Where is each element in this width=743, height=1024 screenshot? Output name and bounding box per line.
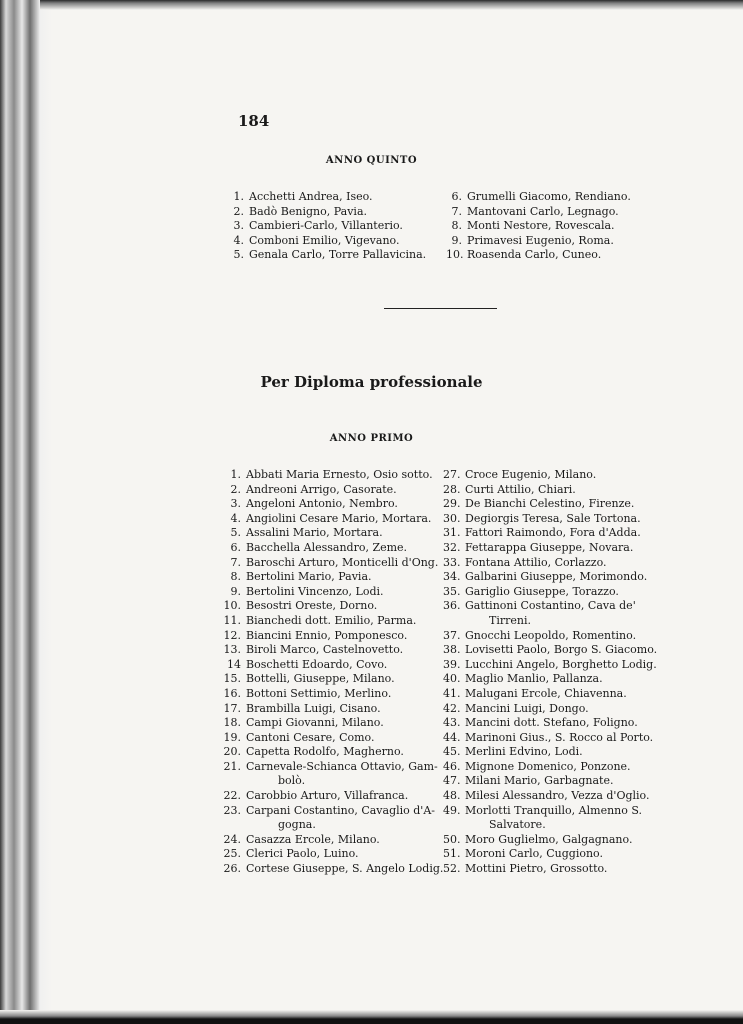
entry-number: 4. — [233, 233, 244, 247]
entry-name: Moro Guglielmo, Galgagnano. — [465, 832, 633, 846]
entry-name: Angeloni Antonio, Nembro. — [246, 497, 398, 511]
entry-number: 14 — [227, 657, 241, 671]
entry-number: 7. — [230, 555, 241, 569]
entry-number: 51. — [443, 847, 461, 861]
anno-quinto-left-column — [232, 190, 426, 263]
list-item — [443, 774, 657, 789]
entry-number: 50. — [443, 832, 461, 846]
anno-quinto-right-column — [446, 190, 631, 263]
entry-name: Fettarappa Giuseppe, Novara. — [465, 540, 634, 554]
entry-name: Malugani Ercole, Chiavenna. — [465, 686, 627, 700]
entry-number: 21. — [223, 759, 241, 773]
entry-name: Curti Attilio, Chiari. — [465, 482, 576, 496]
list-item — [443, 629, 657, 644]
list-item — [446, 190, 631, 205]
entry-number: 2. — [233, 204, 244, 218]
list-item — [222, 789, 443, 804]
entry-number: 32. — [443, 540, 461, 554]
list-item — [222, 570, 443, 585]
entry-name: Milani Mario, Garbagnate. — [465, 774, 614, 788]
list-item — [222, 687, 443, 702]
section-divider — [384, 308, 497, 309]
list-item — [222, 468, 443, 483]
entry-name: Bottoni Settimio, Merlino. — [246, 686, 392, 700]
entry-name: Besostri Oreste, Dorno. — [246, 599, 378, 613]
list-item — [443, 760, 657, 775]
entry-number: 46. — [443, 759, 461, 773]
entry-name: Marinoni Gius., S. Rocco al Porto. — [465, 730, 654, 744]
list-item — [446, 234, 631, 249]
entry-name: Milesi Alessandro, Vezza d'Oglio. — [465, 789, 650, 803]
entry-number: 31. — [443, 526, 461, 540]
entry-name: Gnocchi Leopoldo, Romentino. — [465, 628, 637, 642]
section-title: Per Diploma professionale — [260, 373, 483, 391]
list-item — [222, 658, 443, 673]
list-item — [443, 599, 657, 614]
entry-name: Comboni Emilio, Vigevano. — [249, 233, 400, 247]
list-item — [222, 643, 443, 658]
entry-name: Monti Nestore, Rovescala. — [467, 219, 615, 233]
entry-number: 8. — [451, 219, 462, 233]
list-item — [443, 541, 657, 556]
entry-name: Biroli Marco, Castelnovetto. — [246, 643, 404, 657]
page-number: 184 — [238, 112, 270, 130]
list-item — [443, 512, 657, 527]
entry-number: 33. — [443, 555, 461, 569]
entry-name: Cortese Giuseppe, S. Angelo Lodig. — [246, 862, 444, 876]
entry-name: Maglio Manlio, Pallanza. — [465, 672, 603, 686]
entry-name: Capetta Rodolfo, Magherno. — [246, 745, 404, 759]
entry-number: 13. — [223, 643, 241, 657]
entry-name: Cambieri-Carlo, Villanterio. — [249, 219, 403, 233]
entry-name: Bacchella Alessandro, Zeme. — [246, 540, 408, 554]
list-item — [222, 833, 443, 848]
list-item — [232, 190, 426, 205]
list-item — [222, 483, 443, 498]
list-item — [446, 205, 631, 220]
entry-number: 52. — [443, 862, 461, 876]
entry-name: Casazza Ercole, Milano. — [246, 832, 380, 846]
entry-number: 47. — [443, 774, 461, 788]
list-item — [222, 745, 443, 760]
entry-number: 5. — [233, 248, 244, 262]
entry-number: 28. — [443, 482, 461, 496]
entry-name: Biancini Ennio, Pomponesco. — [246, 628, 408, 642]
list-item — [222, 847, 443, 862]
list-item — [443, 483, 657, 498]
entry-number: 6. — [451, 190, 462, 203]
entry-number: 42. — [443, 701, 461, 715]
entry-number: 17. — [223, 701, 241, 715]
list-item — [443, 847, 657, 862]
entry-number: 27. — [443, 468, 461, 481]
entry-name: Assalini Mario, Mortara. — [246, 526, 383, 540]
entry-name: Badò Benigno, Pavia. — [249, 204, 367, 218]
entry-number: 40. — [443, 672, 461, 686]
list-item — [443, 789, 657, 804]
list-item — [222, 731, 443, 746]
list-item — [222, 862, 443, 877]
list-item — [443, 658, 657, 673]
entry-name: Carpani Costantino, Cavaglio d'A- — [246, 803, 435, 817]
entry-number: 3. — [230, 497, 241, 511]
entry-name: Clerici Paolo, Luino. — [246, 847, 359, 861]
entry-number: 12. — [223, 628, 241, 642]
entry-continuation: Tirreni. — [489, 613, 531, 627]
entry-name: Cantoni Cesare, Como. — [246, 730, 375, 744]
entry-number: 7. — [451, 204, 462, 218]
entry-name: Brambilla Luigi, Cisano. — [246, 701, 381, 715]
entry-name: Galbarini Giuseppe, Morimondo. — [465, 570, 648, 584]
entry-number: 8. — [230, 570, 241, 584]
entry-number: 10. — [446, 248, 464, 262]
entry-number: 48. — [443, 789, 461, 803]
entry-name: Gariglio Giuseppe, Torazzo. — [465, 584, 619, 598]
entry-name: Carnevale-Schianca Ottavio, Gam- — [246, 759, 438, 773]
list-item — [443, 731, 657, 746]
entry-number: 49. — [443, 803, 461, 817]
entry-number: 19. — [223, 730, 241, 744]
entry-continuation: Salvatore. — [489, 818, 546, 832]
entry-number: 38. — [443, 643, 461, 657]
entry-number: 9. — [451, 233, 462, 247]
list-item — [443, 804, 657, 819]
list-item — [222, 629, 443, 644]
entry-name: Andreoni Arrigo, Casorate. — [246, 482, 397, 496]
list-item — [446, 219, 631, 234]
entry-number: 1. — [233, 190, 244, 203]
entry-name: Roasenda Carlo, Cuneo. — [467, 248, 602, 262]
entry-name: Mignone Domenico, Ponzone. — [465, 759, 631, 773]
list-item — [443, 585, 657, 600]
entry-name: Fattori Raimondo, Fora d'Adda. — [465, 526, 641, 540]
entry-name: Mottini Pietro, Grossotto. — [465, 862, 608, 876]
anno-primo-left-column — [222, 468, 443, 877]
entry-name: Primavesi Eugenio, Roma. — [467, 233, 614, 247]
entry-number: 5. — [230, 526, 241, 540]
entry-number: 35. — [443, 584, 461, 598]
entry-name: Grumelli Giacomo, Rendiano. — [467, 190, 631, 203]
anno-primo-heading: ANNO PRIMO — [329, 433, 414, 444]
list-item — [232, 205, 426, 220]
list-item — [443, 570, 657, 585]
entry-number: 26. — [223, 862, 241, 876]
entry-name: Bertolini Mario, Pavia. — [246, 570, 372, 584]
entry-number: 22. — [223, 789, 241, 803]
list-item — [443, 862, 657, 877]
list-item — [222, 599, 443, 614]
entry-number: 24. — [223, 832, 241, 846]
list-item — [222, 716, 443, 731]
entry-number: 44. — [443, 730, 461, 744]
entry-name: Morlotti Tranquillo, Almenno S. — [465, 803, 643, 817]
entry-number: 3. — [233, 219, 244, 233]
entry-name: Moroni Carlo, Cuggiono. — [465, 847, 603, 861]
entry-number: 30. — [443, 511, 461, 525]
entry-name: Acchetti Andrea, Iseo. — [249, 190, 373, 203]
entry-number: 18. — [223, 716, 241, 730]
entry-name: Abbati Maria Ernesto, Osio sotto. — [246, 468, 433, 481]
entry-name: De Bianchi Celestino, Firenze. — [465, 497, 635, 511]
list-item — [443, 702, 657, 717]
list-item — [443, 833, 657, 848]
entry-number: 29. — [443, 497, 461, 511]
entry-name: Mancini dott. Stefano, Foligno. — [465, 716, 638, 730]
entry-name: Campi Giovanni, Milano. — [246, 716, 384, 730]
entry-continuation: gogna. — [278, 818, 316, 832]
entry-name: Mancini Luigi, Dongo. — [465, 701, 589, 715]
entry-name: Croce Eugenio, Milano. — [465, 468, 597, 481]
entry-number: 10. — [223, 599, 241, 613]
entry-name: Gattinoni Costantino, Cava de' — [465, 599, 636, 613]
entry-name: Carobbio Arturo, Villafranca. — [246, 789, 409, 803]
entry-number: 36. — [443, 599, 461, 613]
entry-number: 37. — [443, 628, 461, 642]
anno-quinto-heading: ANNO QUINTO — [325, 155, 418, 166]
scan-binding-edge — [0, 0, 52, 1024]
list-item — [443, 643, 657, 658]
entry-number: 6. — [230, 540, 241, 554]
list-item — [222, 702, 443, 717]
entry-name: Lovisetti Paolo, Borgo S. Giacomo. — [465, 643, 658, 657]
scan-top-edge — [40, 0, 743, 10]
list-item — [222, 512, 443, 527]
list-item — [222, 760, 443, 775]
list-item — [222, 585, 443, 600]
entry-name: Bertolini Vincenzo, Lodi. — [246, 584, 384, 598]
list-item — [443, 497, 657, 512]
entry-name: Mantovani Carlo, Legnago. — [467, 204, 619, 218]
entry-name: Merlini Edvino, Lodi. — [465, 745, 583, 759]
entry-number: 20. — [223, 745, 241, 759]
list-item — [446, 248, 631, 263]
entry-name: Boschetti Edoardo, Covo. — [246, 657, 388, 671]
entry-number: 23. — [223, 803, 241, 817]
entry-number: 16. — [223, 686, 241, 700]
entry-name: Lucchini Angelo, Borghetto Lodig. — [465, 657, 657, 671]
list-item — [222, 804, 443, 819]
entry-name: Bottelli, Giuseppe, Milano. — [246, 672, 395, 686]
anno-primo-right-column — [443, 468, 657, 877]
list-item — [222, 672, 443, 687]
entry-name: Genala Carlo, Torre Pallavicina. — [249, 248, 427, 262]
entry-name: Bianchedi dott. Emilio, Parma. — [246, 613, 417, 627]
entry-number: 2. — [230, 482, 241, 496]
entry-name: Fontana Attilio, Corlazzo. — [465, 555, 607, 569]
entry-number: 25. — [223, 847, 241, 861]
entry-number: 4. — [230, 511, 241, 525]
entry-number: 43. — [443, 716, 461, 730]
list-item — [443, 745, 657, 760]
list-item — [232, 219, 426, 234]
entry-number: 11. — [223, 613, 241, 627]
list-item — [232, 248, 426, 263]
entry-number: 34. — [443, 570, 461, 584]
entry-name: Baroschi Arturo, Monticelli d'Ong. — [246, 555, 439, 569]
entry-number: 1. — [230, 468, 241, 481]
list-item — [443, 468, 657, 483]
list-item — [222, 614, 443, 629]
list-item — [443, 556, 657, 571]
list-item — [222, 541, 443, 556]
entry-name: Angiolini Cesare Mario, Mortara. — [246, 511, 432, 525]
list-item — [222, 497, 443, 512]
entry-number: 39. — [443, 657, 461, 671]
list-item — [232, 234, 426, 249]
list-item — [443, 672, 657, 687]
entry-name: Degiorgis Teresa, Sale Tortona. — [465, 511, 641, 525]
list-item — [222, 526, 443, 541]
list-item — [222, 556, 443, 571]
entry-number: 15. — [223, 672, 241, 686]
entry-continuation: bolò. — [278, 774, 306, 788]
entry-number: 9. — [230, 584, 241, 598]
entry-number: 45. — [443, 745, 461, 759]
list-item — [443, 687, 657, 702]
scan-bottom-edge — [0, 1010, 743, 1024]
list-item — [443, 526, 657, 541]
entry-number: 41. — [443, 686, 461, 700]
list-item — [443, 716, 657, 731]
